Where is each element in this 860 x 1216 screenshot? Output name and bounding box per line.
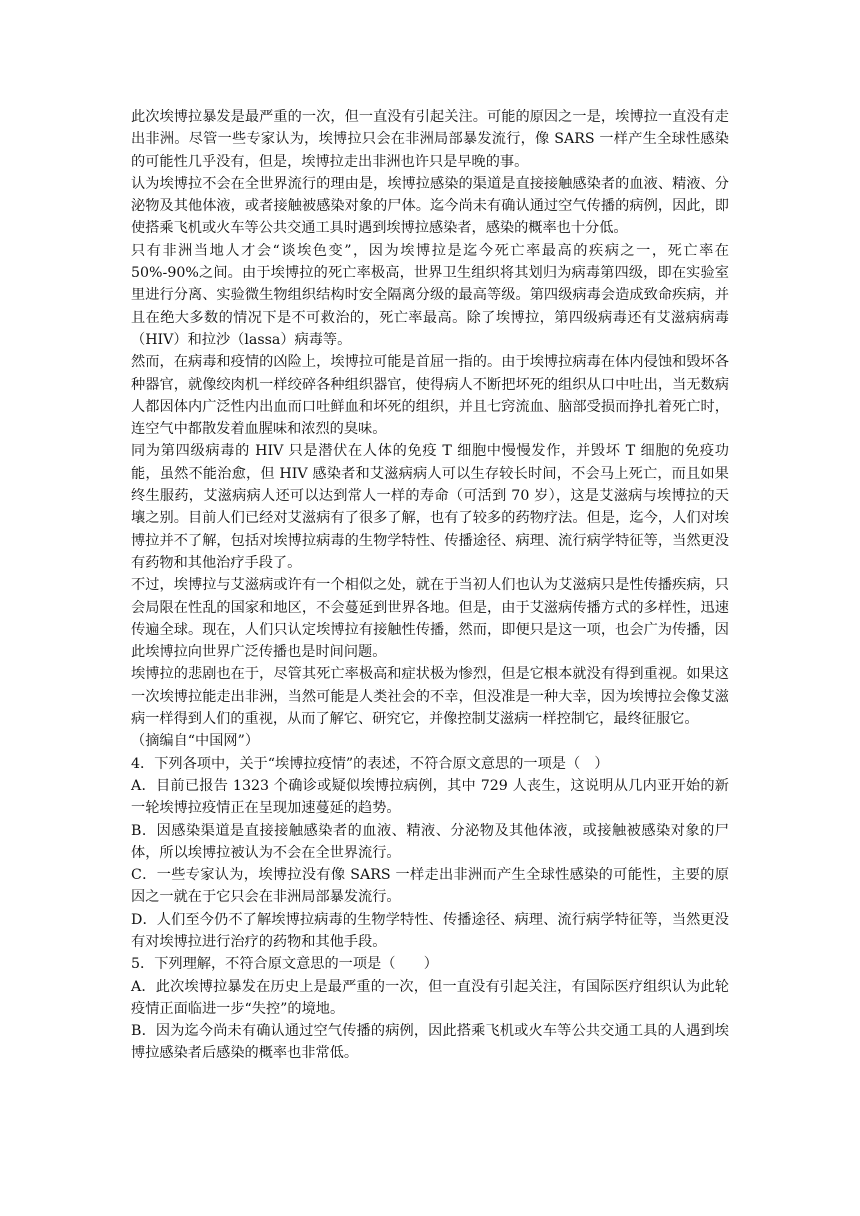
question-4-option-b: B．因感染渠道是直接接触感染者的血液、精液、分泌物及其他体液，或接触被感染对象的尸体，所以埃博拉被认为不会在全世界流行。 (131, 822, 729, 861)
passage-paragraph-2: 认为埃博拉不会在全世界流行的理由是，埃博拉感染的渠道是直接接触感染者的血液、精液、分泌物及其他体液，或者接触被感染对象的尸体。迄今尚未有确认通过空气传播的病例，因此，即使搭乘飞机或火车等公共交通工具时遇到埃博拉感染者，感染的概率也十分低。 (131, 175, 729, 237)
question-4-option-a: A．目前已报告 1323 个确诊或疑似埃博拉病例，其中 729 人丧生，这说明从几内亚开始的新一轮埃博拉疫情正在呈现加速蔓延的趋势。 (131, 777, 729, 817)
passage-paragraph-5: 同为第四级病毒的 HIV 只是潜伏在人体的免疫 T 细胞中慢慢发作，并毁坏 T 细胞的免疫功能，虽然不能治愈，但 HIV 感染者和艾滋病病人可以生存较长时间，不会马上死亡，而且如果终生服药，艾滋病病人还可以达到常人一样的寿命（可活到 70 岁），这是艾滋病与埃博拉的天壤之别。目前人们已经对艾滋病有了很多了解，也有了较多的药物疗法。但是，迄今，人们对埃博拉并不了解，包括对埃博拉病毒的生物学特性、传播途径、病理、流行病学特征等，当然更没有药物和其他治疗手段了。 (131, 443, 729, 571)
question-4 (131, 753, 729, 954)
document-page (131, 106, 729, 1065)
question-5-option-b: B．因为迄今尚未有确认通过空气传播的病例，因此搭乘飞机或火车等公共交通工具的人遇到埃博拉感染者后感染的概率也非常低。 (131, 1023, 729, 1062)
passage-paragraph-1: 此次埃博拉暴发是最严重的一次，但一直没有引起关注。可能的原因之一是，埃博拉一直没有走出非洲。尽管一些专家认为，埃博拉只会在非洲局部暴发流行，像 SARS 一样产生全球性感染的可能性几乎没有，但是，埃博拉走出非洲也许只是早晚的事。 (131, 109, 729, 170)
question-4-option-d: D．人们至今仍不了解埃博拉病毒的生物学特性、传播途径、病理、流行病学特征等，当然更没有对埃博拉进行治疗的药物和其他手段。 (131, 911, 729, 950)
question-4-option-c: C．一些专家认为，埃博拉没有像 SARS 一样走出非洲而产生全球性感染的可能性，主要的原因之一就在于它只会在非洲局部暴发流行。 (131, 867, 729, 906)
passage-paragraph-3: 只有非洲当地人才会“谈埃色变”，因为埃博拉是迄今死亡率最高的疾病之一，死亡率在50%-90%之间。由于埃博拉的死亡率极高，世界卫生组织将其划归为病毒第四级，即在实验室里进行分离、实验微生物组织结构时安全隔离分级的最高等级。第四级病毒会造成致命疾病，并且在绝大多数的情况下是不可救治的，死亡率最高。除了埃博拉，第四级病毒还有艾滋病病毒（HIV）和拉沙（lassa）病毒等。 (131, 242, 729, 348)
question-4-stem: 4．下列各项中，关于“埃博拉疫情”的表述，不符合原文意思的一项是（ ） (131, 755, 609, 772)
question-5-stem: 5．下列理解，不符合原文意思的一项是（ ） (131, 956, 438, 973)
question-5-option-a: A．此次埃博拉暴发在历史上是最严重的一次，但一直没有引起关注，有国际医疗组织认为此轮疫情正面临进一步“失控”的境地。 (131, 978, 729, 1017)
passage-paragraph-6: 不过，埃博拉与艾滋病或许有一个相似之处，就在于当初人们也认为艾滋病只是性传播疾病，只会局限在性乱的国家和地区，不会蔓延到世界各地。但是，由于艾滋病传播方式的多样性，迅速传遍全球。现在，人们只认定埃博拉有接触性传播，然而，即便只是这一项，也会广为传播，因此埃博拉向世界广泛传播也是时间问题。 (131, 577, 729, 661)
passage-paragraph-7: 埃博拉的悲剧也在于，尽管其死亡率极高和症状极为惨烈，但是它根本就没有得到重视。如果这一次埃博拉能走出非洲，当然可能是人类社会的不幸，但没准是一种大幸，因为埃博拉会像艾滋病一样得到人们的重视，从而了解它、研究它，并像控制艾滋病一样控制它，最终征服它。 (131, 666, 729, 728)
passage-paragraph-4: 然而，在病毒和疫情的凶险上，埃博拉可能是首屈一指的。由于埃博拉病毒在体内侵蚀和毁坏各种器官，就像绞肉机一样绞碎各种组织器官，使得病人不断把坏死的组织从口中吐出，当无数病人都因体内广泛性内出血而口吐鲜血和坏死的组织，并且七窍流血、脑部受损而挣扎着死亡时，连空气中都散发着血腥味和浓烈的臭味。 (131, 354, 729, 438)
source-note: （摘编自“中国网”） (131, 733, 260, 750)
question-5 (131, 953, 729, 1064)
